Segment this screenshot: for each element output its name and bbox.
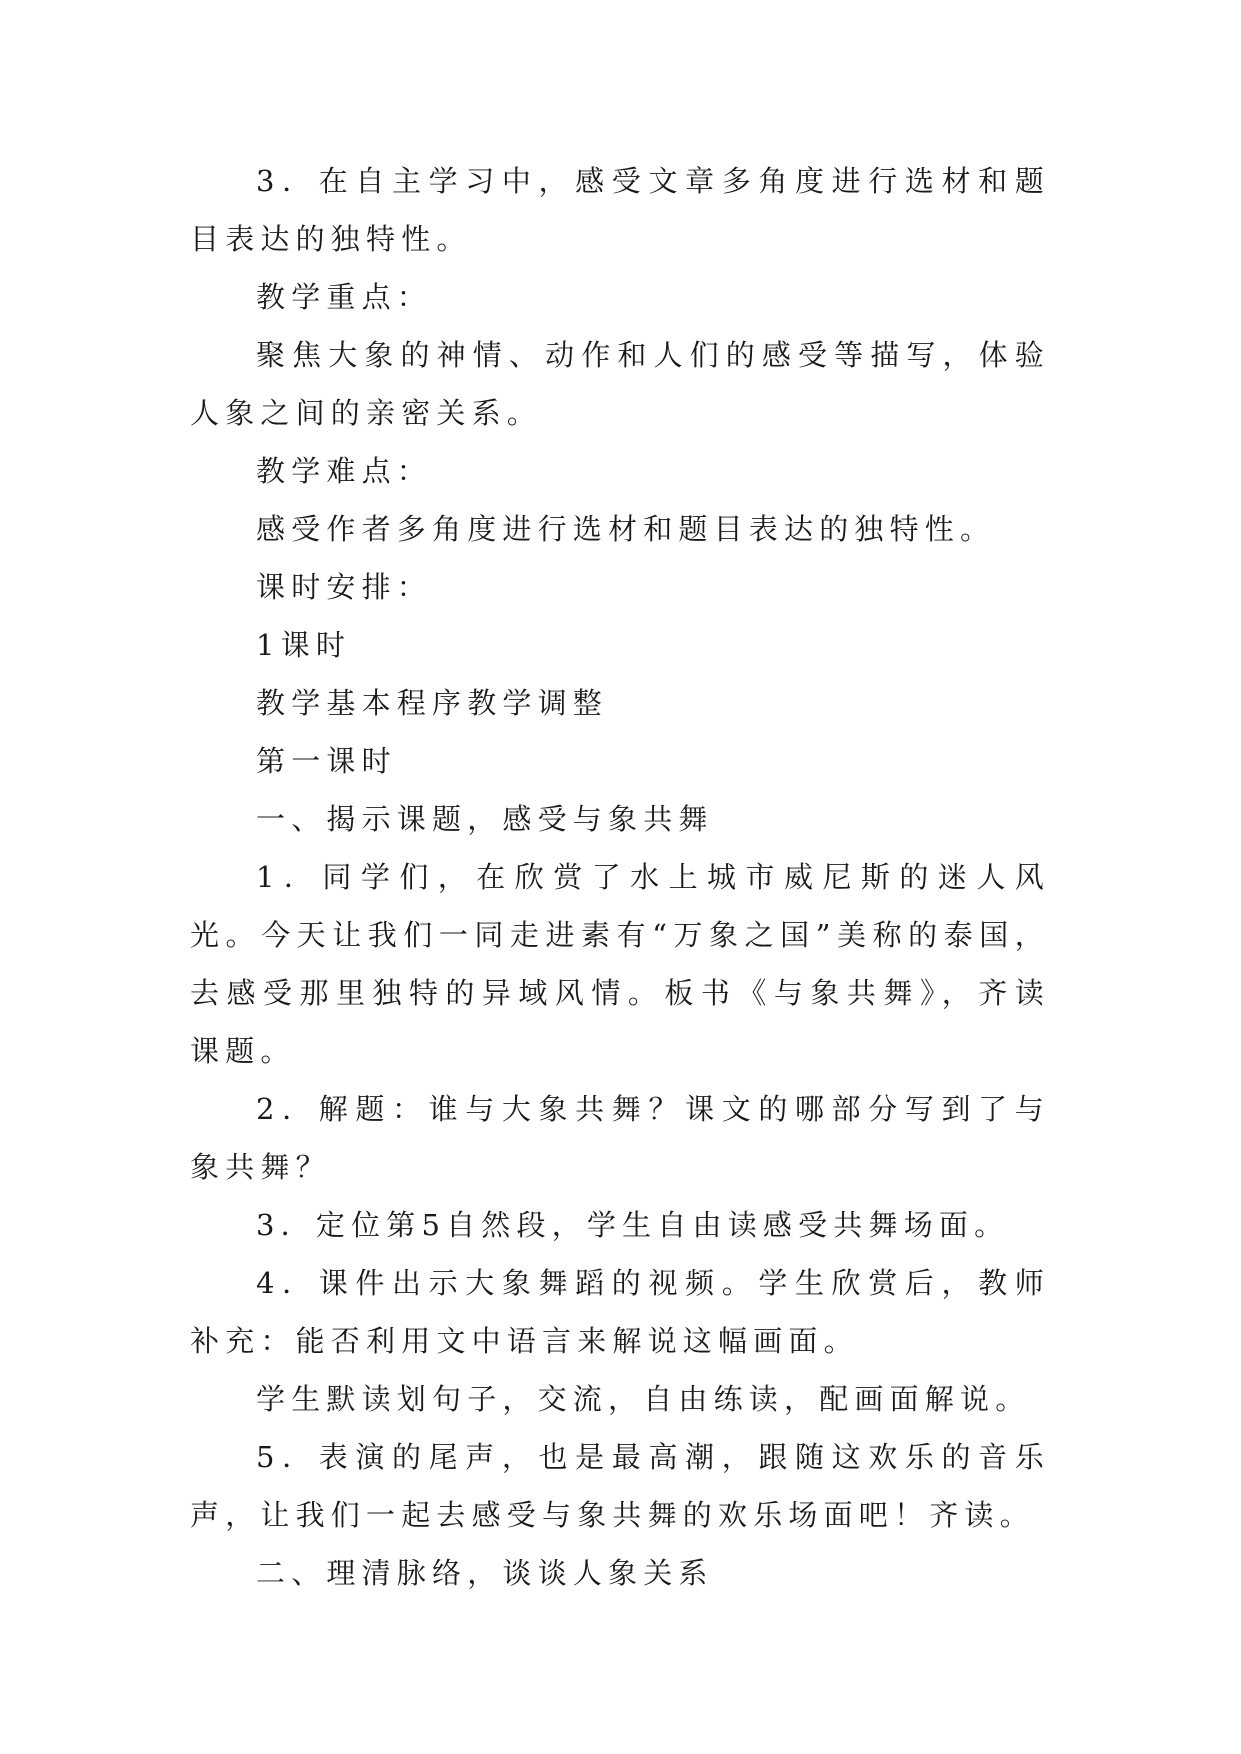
paragraph-step-5: 5．表演的尾声，也是最高潮，跟随这欢乐的音乐声，让我们一起去感受与象共舞的欢乐场面吧！齐读。 <box>190 1440 1050 1532</box>
paragraph-step-2: 2．解题：谁与大象共舞？课文的哪部分写到了与象共舞？ <box>190 1092 1050 1184</box>
section-heading-2: 二、理清脉络，谈谈人象关系 <box>256 1556 714 1590</box>
paragraph-key-points: 聚焦大象的神情、动作和人们的感受等描写，体验人象之间的亲密关系。 <box>190 338 1050 430</box>
heading-key-points: 教学重点： <box>256 280 433 314</box>
heading-first-lesson: 第一课时 <box>256 744 397 778</box>
paragraph-objective-3: 3．在自主学习中，感受文章多角度进行选材和题目表达的独特性。 <box>190 164 1050 256</box>
paragraph-step-4-activity: 学生默读划句子，交流，自由练读，配画面解说。 <box>256 1382 1031 1416</box>
paragraph-step-4: 4．课件出示大象舞蹈的视频。学生欣赏后，教师补充：能否利用文中语言来解说这幅画面。 <box>190 1266 1050 1358</box>
paragraph-difficulties: 感受作者多角度进行选材和题目表达的独特性。 <box>256 512 996 546</box>
paragraph-step-1: 1．同学们，在欣赏了水上城市威尼斯的迷人风光。今天让我们一同走进素有“万象之国”美称的泰国，去感受那里独特的异域风情。板书《与象共舞》，齐读课题。 <box>190 860 1050 1068</box>
section-heading-1: 一、揭示课题，感受与象共舞 <box>256 802 714 836</box>
heading-procedure: 教学基本程序教学调整 <box>256 686 609 720</box>
paragraph-schedule: 1课时 <box>256 628 352 662</box>
document-body <box>190 152 1050 1602</box>
heading-difficulties: 教学难点： <box>256 454 433 488</box>
paragraph-step-3: 3．定位第5自然段，学生自由读感受共舞场面。 <box>256 1208 1010 1242</box>
heading-schedule: 课时安排： <box>256 570 433 604</box>
